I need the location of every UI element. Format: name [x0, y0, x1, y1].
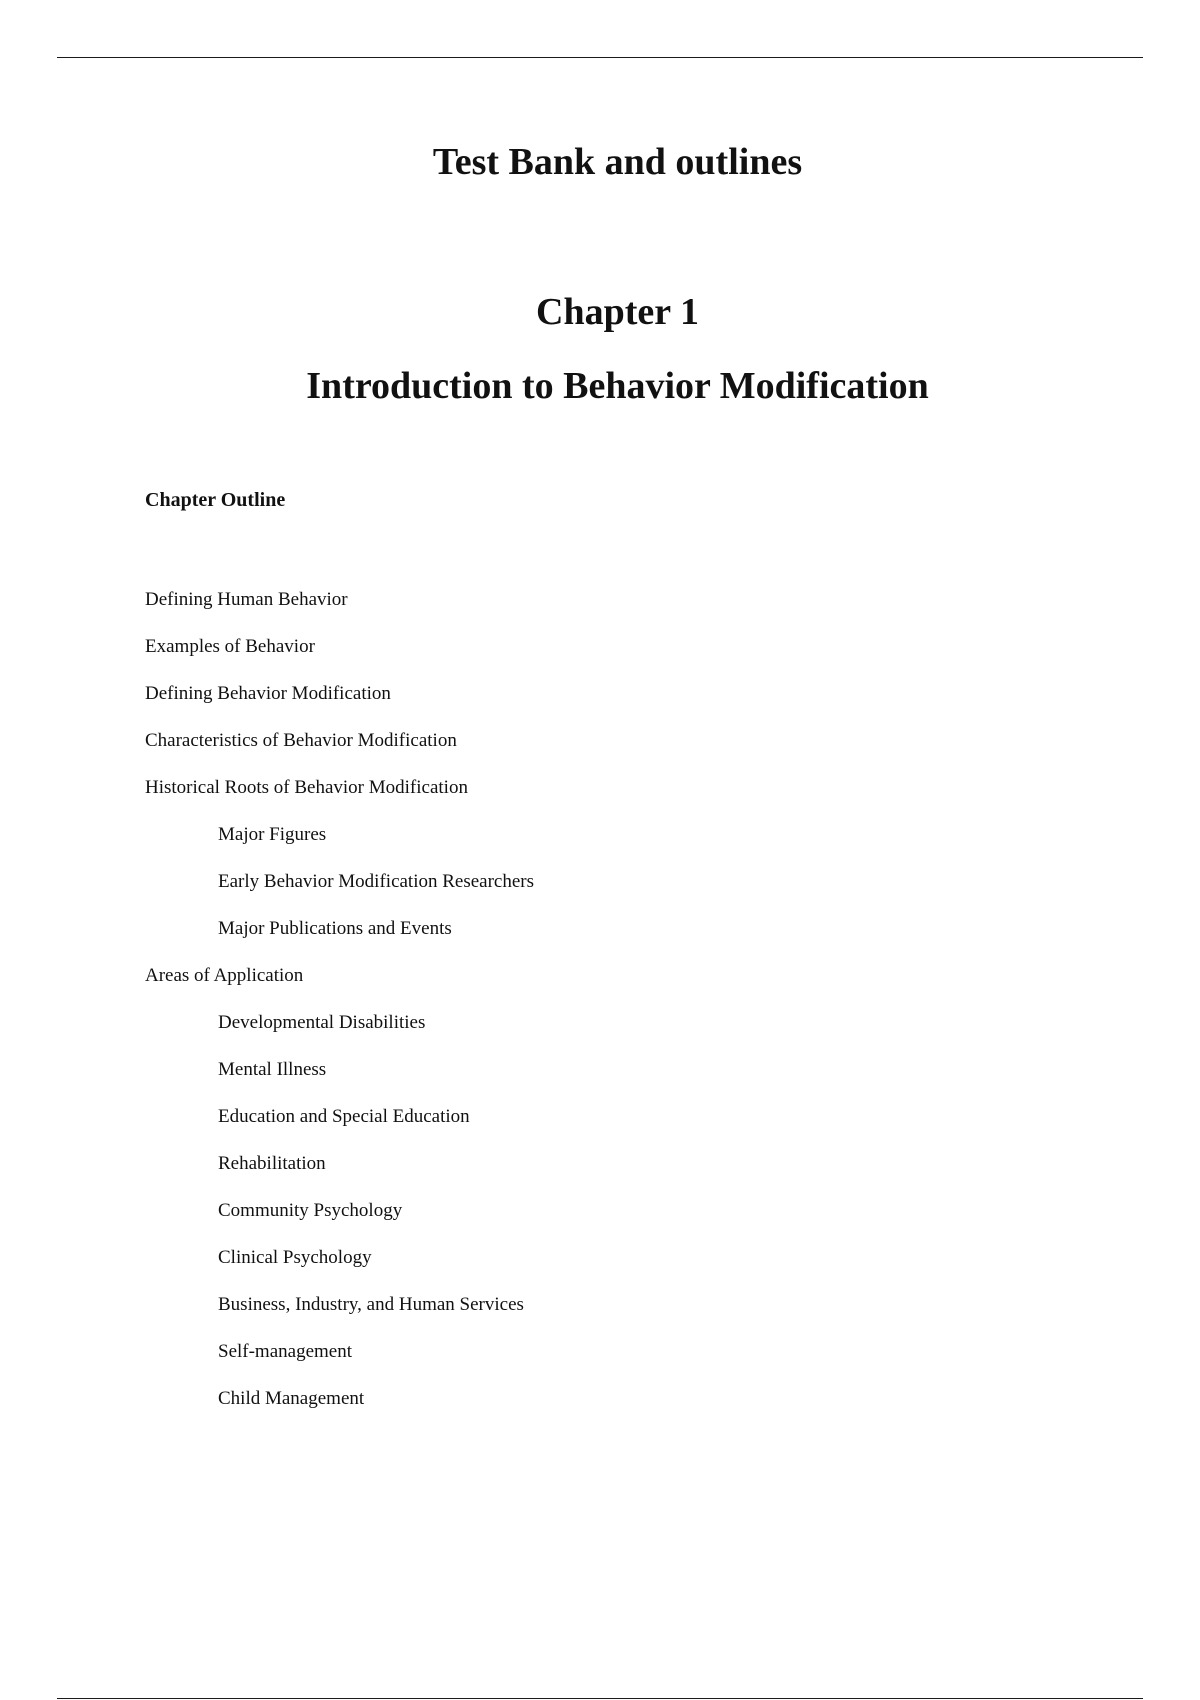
outline-heading: Chapter Outline — [145, 489, 286, 511]
top-rule — [57, 57, 1143, 58]
outline-subitem: Self-management — [218, 1341, 353, 1362]
outline-item: Defining Behavior Modification — [145, 683, 391, 704]
outline-subitem: Early Behavior Modification Researchers — [218, 871, 535, 892]
outline-subitem: Rehabilitation — [218, 1153, 326, 1174]
outline-item: Characteristics of Behavior Modification — [145, 730, 457, 751]
chapter-title: Introduction to Behavior Modification — [306, 365, 929, 407]
outline-item: Defining Human Behavior — [145, 589, 348, 610]
chapter-number: Chapter 1 — [536, 291, 699, 333]
outline-subitem: Major Publications and Events — [218, 918, 452, 939]
outline-subitem: Child Management — [218, 1388, 365, 1409]
bottom-rule — [57, 1698, 1143, 1699]
outline-item: Historical Roots of Behavior Modification — [145, 777, 468, 798]
outline-subitem: Developmental Disabilities — [218, 1012, 426, 1033]
outline-subitem: Education and Special Education — [218, 1106, 470, 1127]
outline-subitem: Business, Industry, and Human Services — [218, 1294, 524, 1315]
outline-subitem: Major Figures — [218, 824, 327, 845]
outline-item: Areas of Application — [145, 965, 304, 986]
outline-subitem: Mental Illness — [218, 1059, 327, 1080]
outline-item: Examples of Behavior — [145, 636, 315, 657]
outline-subitem: Community Psychology — [218, 1200, 403, 1221]
outline-subitem: Clinical Psychology — [218, 1247, 372, 1268]
document-title: Test Bank and outlines — [432, 141, 803, 183]
outline-list — [145, 585, 534, 1431]
